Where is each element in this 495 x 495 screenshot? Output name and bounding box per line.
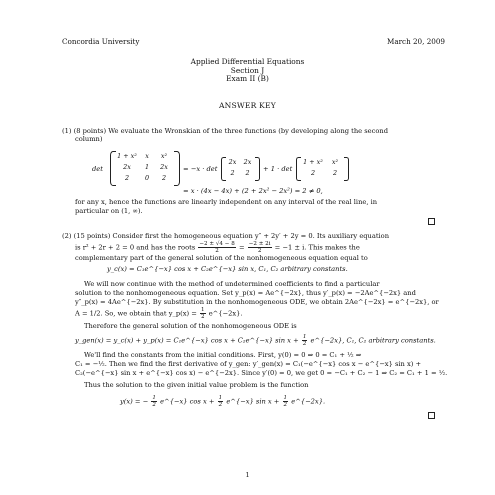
q1-text-line2: column) bbox=[75, 135, 103, 143]
q2-text-line1: (2) (15 points) Consider first the homogeneous equation y″ + 2y′ + 2y = 0. Its auxiliary equation bbox=[62, 232, 390, 240]
header-date: March 20, 2009 bbox=[386, 37, 445, 46]
matrix3-cell: 0 bbox=[144, 174, 150, 182]
q2-para-line1: We will now continue with the method of undetermined coefficients to find a particular bbox=[84, 280, 380, 288]
course-title: Applied Differential Equations bbox=[190, 57, 305, 66]
q2-para-line2: solution to the nonhomogeneous equation. Set y_p(x) = Ae^{−2x}, thus y′_p(x) = −2Ae^{−2x} and bbox=[75, 289, 416, 297]
matrixB-cell: 1 + x² bbox=[303, 158, 323, 166]
initial-conditions-line3: C₂(−e^{−x} sin x + e^{−x} cos x) − e^{−2x}. Since y′(0) = 0, we get 0 = −C₁ + C₂ − 1 ⇒ C₂ = C₁ + 1 = ½. bbox=[75, 369, 448, 377]
section-title: Section J bbox=[230, 66, 265, 75]
q1-text-line1: (1) (8 points) We evaluate the Wronskian of the three functions (by developing along the second bbox=[62, 127, 389, 135]
q1-end-box bbox=[428, 218, 435, 225]
final-solution: y(x) = − $\frac{1}{2}$ e^{−x} cos x + $\frac{1}{2}$ e^{−x} sin x + $\frac{1}{2}$ e^{−2x}. bbox=[120, 395, 326, 408]
matrixB-cell: x² bbox=[331, 158, 339, 166]
answer-key-heading: ANSWER KEY bbox=[218, 101, 277, 110]
roots-equals: = bbox=[238, 243, 245, 252]
initial-conditions-line2: C₁ = −½. Then we find the first derivative of y_gen: y′_gen(x) = C₁(−e^{−x} cos x − e^{−x} sin x) + bbox=[75, 360, 422, 368]
matrix3-cell: x² bbox=[160, 152, 168, 160]
header-university: Concordia University bbox=[62, 37, 140, 46]
complementary-solution: y_c(x) = C₁e^{−x} cos x + C₂e^{−x} sin x, C₁, C₂ arbitrary constants. bbox=[107, 265, 348, 273]
initial-conditions-line1: We'll find the constants from the initial conditions. First, y(0) = 0 ⇒ 0 = C₁ + ½ ⇒ bbox=[84, 351, 362, 359]
q2-para-line4 bbox=[75, 307, 243, 320]
q2-text-line2 bbox=[75, 241, 360, 254]
final-solution-intro: Thus the solution to the given initial value problem is the function bbox=[84, 381, 309, 389]
roots-fraction-2: $\frac{-2 \pm 2i}{2}$ bbox=[248, 241, 271, 254]
q2-aux-eq: is r² + 2r + 2 = 0 and has the roots bbox=[75, 243, 196, 252]
general-solution-intro: Therefore the general solution of the nonhomogeneous ODE is bbox=[84, 322, 297, 330]
matrix3-cell: x bbox=[145, 152, 149, 160]
q1-conclusion-line2: particular on (1, ∞). bbox=[75, 207, 143, 215]
matrixA-right-paren bbox=[255, 157, 260, 181]
particular-exp: e^{−2x}. bbox=[208, 309, 243, 318]
roots-result: = −1 ± i. This makes the bbox=[274, 243, 360, 252]
matrixA-cell: 2 bbox=[230, 169, 235, 177]
matrix2x2-a bbox=[225, 158, 255, 177]
roots-fraction-1: $\frac{-2 \pm √4 - 8}{2}$ bbox=[199, 241, 235, 254]
q1-minus-x-det: = −x · det bbox=[183, 165, 218, 173]
q1-plus-one-det: + 1 · det bbox=[263, 165, 293, 173]
general-solution: y_gen(x) = y_c(x) + y_p(x) = C₁e^{−x} cos x + C₂e^{−x} sin x + $\frac{1}{2}$ e^{−2x}, C₁, C₂ arbitrary constants. bbox=[75, 334, 436, 347]
matrixB-cell: 2 bbox=[332, 169, 338, 177]
matrixB-cell: 2 bbox=[310, 169, 316, 177]
matrix3-right-paren bbox=[174, 151, 180, 186]
q1-det-label: det bbox=[92, 165, 103, 173]
matrix3-cell: 1 bbox=[144, 163, 150, 171]
matrix2x2-b bbox=[300, 158, 344, 177]
matrix3-cell: 2x bbox=[123, 163, 131, 171]
matrixA-cell: 2x bbox=[228, 158, 237, 166]
particular-solution-text: A = 1/2. So, we obtain that y_p(x) = bbox=[75, 309, 197, 318]
matrixB-right-paren bbox=[344, 157, 349, 181]
matrixA-cell: 2x bbox=[243, 158, 252, 166]
q2-para-line3: y″_p(x) = 4Ae^{−2x}. By substitution in the nonhomogeneous ODE, we obtain 2Ae^{−2x} = e^{−2x}, or bbox=[75, 298, 439, 306]
q1-result: = x · (4x − 4x) + (2 + 2x² − 2x²) = 2 ≠ 0, bbox=[183, 187, 323, 195]
page-number: 1 bbox=[245, 471, 250, 479]
matrix3x3 bbox=[114, 152, 174, 182]
matrix3-cell: 2 bbox=[124, 174, 130, 182]
q2-text-line3: complementary part of the general solution of the nonhomogeneous equation equal to bbox=[75, 254, 368, 262]
exam-title: Exam II (B) bbox=[226, 74, 269, 83]
particular-fraction: $\frac{1}{2}$ bbox=[200, 307, 205, 320]
general-fraction: $\frac{1}{2}$ bbox=[302, 334, 307, 347]
q1-conclusion-line1: for any x, hence the functions are linearly independent on any interval of the real line, in bbox=[75, 198, 378, 206]
matrix3-cell: 2x bbox=[160, 163, 168, 171]
matrix3-cell: 2 bbox=[161, 174, 167, 182]
q2-end-box bbox=[428, 412, 435, 419]
matrixA-cell: 2 bbox=[245, 169, 250, 177]
matrix3-cell: 1 + x² bbox=[117, 152, 137, 160]
